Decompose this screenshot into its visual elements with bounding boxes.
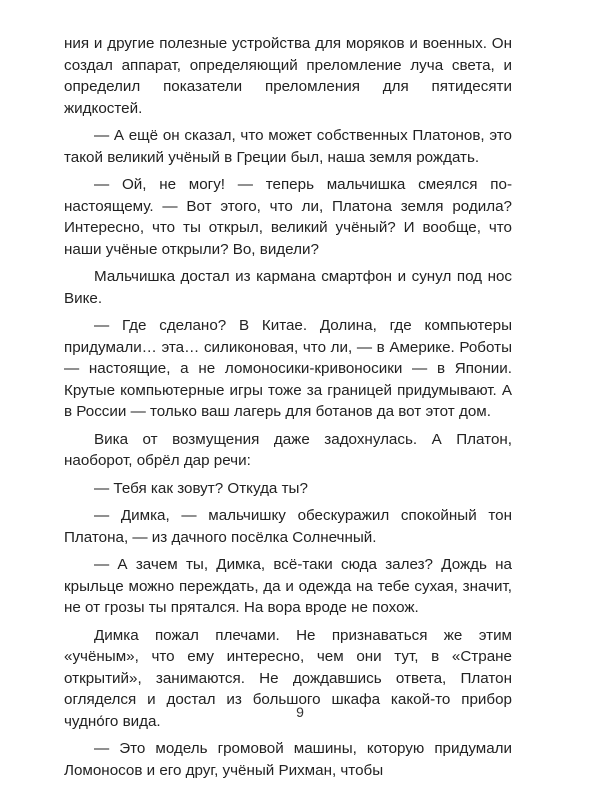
paragraph-5: — Где сделано? В Китае. Долина, где компьютеры придумали… эта… силиконовая, что ли, — в Америке. Роботы — настоящие, а не ломоносики-кривоносики — в Японии. Крутые компьютерные игры тоже за границей придумывают. А в России — только ваш лагерь для ботанов да вот этот дом. <box>64 317 512 420</box>
paragraph-7: — Тебя как зовут? Откуда ты? <box>94 479 308 497</box>
paragraph-6: Вика от возмущения даже задохнулась. А Платон, наоборот, обрёл дар речи: <box>64 430 512 469</box>
paragraph-10: Димка пожал плечами. Не признаваться же этим «учёным», что ему интересно, чем они тут, в «Стране открытий», занимаются. Не дождавшись ответа, Платон огляделся и достал из большого шкафа какой-то прибор чудно́го вида. <box>64 626 512 730</box>
paragraph-11: — Это модель громовой машины, которую придумали Ломоносов и его друг, учёный Рихман, чтобы <box>64 740 512 779</box>
paragraph-2: — А ещё он сказал, что может собственных Платонов, это такой великий учёный в Греции был, наша земля рождать. <box>64 127 512 166</box>
body-text <box>64 33 512 787</box>
paragraph-4: Мальчишка достал из кармана смартфон и сунул под нос Вике. <box>64 268 512 307</box>
paragraph-1: ния и другие полезные устройства для моряков и военных. Он создал аппарат, определяющий преломление луча света, и определил показатели преломления для пятидесяти жидкостей. <box>64 35 512 117</box>
paragraph-8: — Димка, — мальчишку обескуражил спокойный тон Платона, — из дачного посёлка Солнечный. <box>64 507 512 546</box>
page-number: 9 <box>296 704 304 720</box>
paragraph-3: — Ой, не могу! — теперь мальчишка смеялся по-настоящему. — Вот этого, что ли, Платона земля родила? Интересно, что ты открыл, великий учёный? И вообще, что наши учёные открыли? Во, видели? <box>64 176 512 258</box>
paragraph-9: — А зачем ты, Димка, всё-таки сюда залез? Дождь на крыльце можно переждать, да и одежда на тебе сухая, значит, не от грозы ты прятался. На вора вроде не похож. <box>64 556 512 616</box>
